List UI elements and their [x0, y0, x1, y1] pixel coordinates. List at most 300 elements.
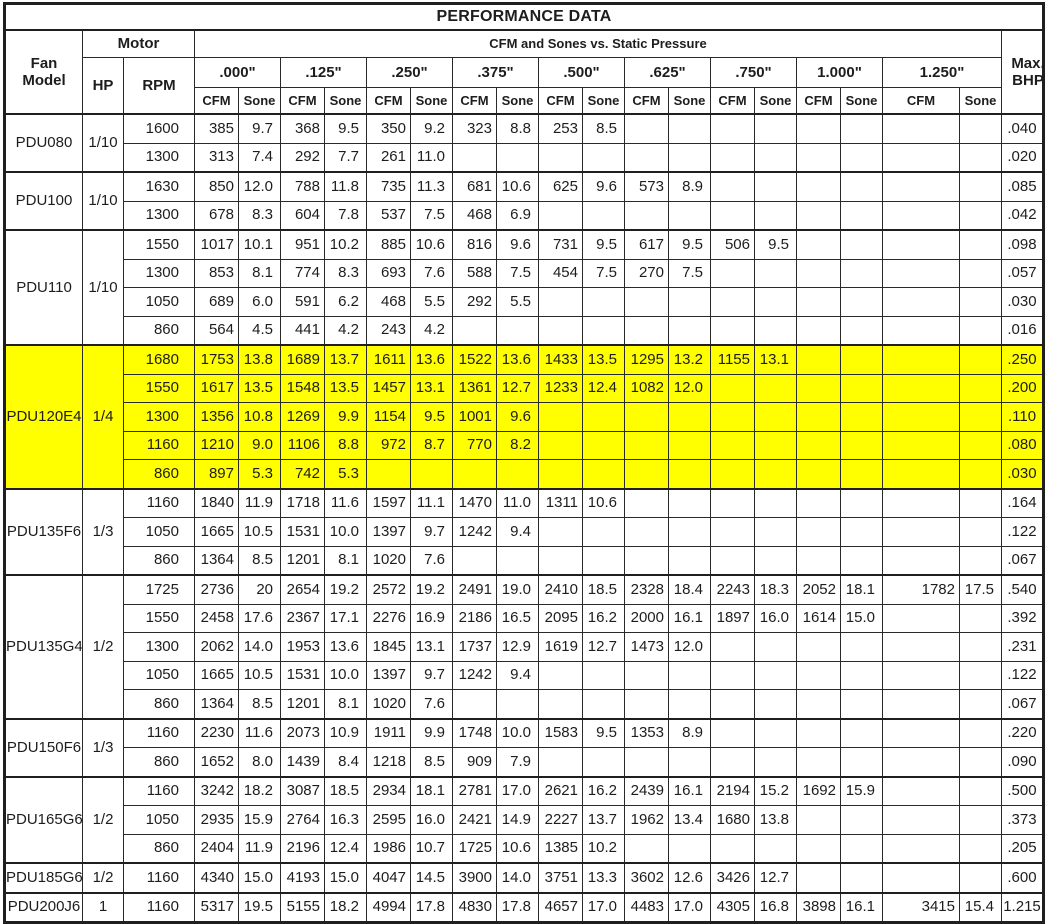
cfm-header: CFM	[797, 88, 841, 115]
cfm-cell	[711, 431, 755, 460]
sone-cell: 10.5	[239, 661, 281, 690]
cfm-cell	[453, 316, 497, 345]
cfm-cell: 1295	[625, 345, 669, 374]
sone-cell: 10.6	[411, 230, 453, 259]
sone-cell: 6.9	[497, 201, 539, 230]
fan-model-cell: PDU110	[5, 230, 83, 345]
sone-cell	[841, 690, 883, 719]
sone-cell	[960, 230, 1002, 259]
cfm-cell: 897	[195, 460, 239, 489]
sone-cell: 13.2	[669, 345, 711, 374]
sone-cell	[583, 431, 625, 460]
cfm-cell	[797, 288, 841, 317]
title-row	[5, 4, 1044, 31]
sone-header: Sone	[411, 88, 453, 115]
sone-cell	[669, 460, 711, 489]
cfm-cell	[883, 288, 960, 317]
sone-cell	[669, 288, 711, 317]
fan-model-header: Fan Model	[5, 30, 83, 114]
max-bhp-cell: .205	[1002, 834, 1044, 863]
sone-cell	[755, 143, 797, 172]
cfm-cell: 4305	[711, 893, 755, 923]
cfm-cell	[453, 690, 497, 719]
hp-cell: 1/2	[83, 575, 124, 719]
sone-cell: 10.8	[239, 403, 281, 432]
cfm-cell	[883, 374, 960, 403]
cfm-cell	[711, 460, 755, 489]
sone-cell: 9.4	[497, 661, 539, 690]
sone-cell	[755, 259, 797, 288]
sone-cell: 9.5	[755, 230, 797, 259]
cfm-cell	[797, 546, 841, 575]
sone-cell: 19.0	[497, 575, 539, 604]
cfm-cell: 2572	[367, 575, 411, 604]
sone-cell: 5.5	[411, 288, 453, 317]
sone-cell	[960, 690, 1002, 719]
cfm-cell: 2367	[281, 604, 325, 633]
cfm-cell: 2654	[281, 575, 325, 604]
table-row	[5, 143, 1044, 172]
cfm-cell: 1269	[281, 403, 325, 432]
performance-table	[3, 2, 1045, 924]
cfm-cell: 1665	[195, 518, 239, 547]
cfm-cell	[711, 403, 755, 432]
sone-cell: 16.0	[755, 604, 797, 633]
sone-cell: 11.0	[497, 489, 539, 518]
cfm-cell	[711, 114, 755, 143]
sone-cell: 9.0	[239, 431, 281, 460]
sone-cell: 7.5	[411, 201, 453, 230]
cfm-cell: 1840	[195, 489, 239, 518]
cfm-cell	[883, 661, 960, 690]
sone-cell	[841, 518, 883, 547]
fan-model-cell: PDU135G4	[5, 575, 83, 719]
cfm-cell: 2404	[195, 834, 239, 863]
rpm-cell: 860	[124, 834, 195, 863]
sone-cell	[960, 604, 1002, 633]
cfm-cell: 313	[195, 143, 239, 172]
cfm-cell	[883, 777, 960, 806]
sone-cell	[583, 143, 625, 172]
cfm-cell: 2000	[625, 604, 669, 633]
rpm-cell: 1680	[124, 345, 195, 374]
cfm-cell: 1692	[797, 777, 841, 806]
rpm-cell: 1600	[124, 114, 195, 143]
sone-cell	[960, 259, 1002, 288]
cfm-cell: 1619	[539, 633, 583, 662]
cfm-cell: 3900	[453, 863, 497, 893]
sone-cell: 18.4	[669, 575, 711, 604]
cfm-cell: 1155	[711, 345, 755, 374]
cfm-cell	[711, 633, 755, 662]
cfm-cell: 1531	[281, 661, 325, 690]
sone-cell: 18.5	[325, 777, 367, 806]
sone-cell: 12.4	[583, 374, 625, 403]
cfm-cell	[797, 143, 841, 172]
cfm-cell: 1201	[281, 546, 325, 575]
rpm-cell: 1300	[124, 259, 195, 288]
sone-cell: 17.1	[325, 604, 367, 633]
table-row	[5, 114, 1044, 143]
sone-cell: 13.8	[755, 806, 797, 835]
cfm-cell	[625, 748, 669, 777]
cfm-cell	[539, 431, 583, 460]
pressure-header: .750"	[711, 58, 797, 88]
cfm-cell	[711, 661, 755, 690]
sone-cell: 8.9	[669, 172, 711, 201]
cfm-cell: 506	[711, 230, 755, 259]
pressure-header: .000"	[195, 58, 281, 88]
cfm-cell: 368	[281, 114, 325, 143]
max-bhp-cell: .250	[1002, 345, 1044, 374]
sone-cell	[755, 489, 797, 518]
cfm-cell: 678	[195, 201, 239, 230]
cfm-cell: 1522	[453, 345, 497, 374]
cfm-cell: 1614	[797, 604, 841, 633]
sone-cell: 18.5	[583, 575, 625, 604]
cfm-cell	[883, 143, 960, 172]
cfm-cell	[367, 460, 411, 489]
rpm-cell: 1160	[124, 489, 195, 518]
cfm-cell: 1911	[367, 719, 411, 748]
sone-cell: 13.6	[497, 345, 539, 374]
sone-cell	[669, 201, 711, 230]
sone-cell	[669, 403, 711, 432]
cfm-cell: 1364	[195, 690, 239, 719]
table-row	[5, 690, 1044, 719]
fan-model-cell: PDU200J6	[5, 893, 83, 923]
cfm-cell: 2736	[195, 575, 239, 604]
cfm-cell: 689	[195, 288, 239, 317]
sone-cell: 15.0	[841, 604, 883, 633]
max-bhp-cell: .600	[1002, 863, 1044, 893]
sone-cell: 9.6	[497, 403, 539, 432]
sone-cell: 7.5	[583, 259, 625, 288]
sone-cell: 8.1	[325, 690, 367, 719]
cfm-cell	[883, 546, 960, 575]
cfm-cell: 1611	[367, 345, 411, 374]
cfm-cell	[883, 345, 960, 374]
cfm-cell: 1457	[367, 374, 411, 403]
table-row	[5, 518, 1044, 547]
cfm-header: CFM	[625, 88, 669, 115]
cfm-cell	[883, 633, 960, 662]
table-row	[5, 374, 1044, 403]
sone-cell: 7.4	[239, 143, 281, 172]
cfm-header: CFM	[195, 88, 239, 115]
sone-cell	[755, 460, 797, 489]
table-row	[5, 546, 1044, 575]
max-bhp-header: Max. BHP	[1002, 30, 1044, 114]
sone-cell: 15.0	[239, 863, 281, 893]
cfm-cell: 4657	[539, 893, 583, 923]
sone-cell: 9.5	[669, 230, 711, 259]
pressure-header: .625"	[625, 58, 711, 88]
cfm-cell: 3602	[625, 863, 669, 893]
max-bhp-cell: .540	[1002, 575, 1044, 604]
cfm-cell: 573	[625, 172, 669, 201]
hp-cell: 1	[83, 893, 124, 923]
cfm-cell: 1154	[367, 403, 411, 432]
cfm-cell: 2764	[281, 806, 325, 835]
cfm-cell	[797, 806, 841, 835]
cfm-cell: 617	[625, 230, 669, 259]
cfm-header: CFM	[453, 88, 497, 115]
sone-cell	[960, 431, 1002, 460]
cfm-cell: 1106	[281, 431, 325, 460]
sone-cell	[960, 546, 1002, 575]
sone-cell: 11.6	[239, 719, 281, 748]
fan-model-cell: PDU080	[5, 114, 83, 172]
cfm-cell: 292	[281, 143, 325, 172]
fan-model-cell: PDU135F6	[5, 489, 83, 576]
cfm-cell	[883, 719, 960, 748]
cfm-cell: 2934	[367, 777, 411, 806]
rpm-cell: 860	[124, 690, 195, 719]
sone-cell	[755, 834, 797, 863]
fan-model-cell: PDU150F6	[5, 719, 83, 777]
sone-cell	[960, 403, 1002, 432]
cfm-cell	[883, 259, 960, 288]
cfm-cell: 468	[453, 201, 497, 230]
table-row	[5, 834, 1044, 863]
cfm-header: CFM	[883, 88, 960, 115]
cfm-cell: 850	[195, 172, 239, 201]
cfm-cell	[883, 431, 960, 460]
sone-cell: 12.4	[325, 834, 367, 863]
sone-cell	[960, 172, 1002, 201]
sone-cell	[960, 518, 1002, 547]
sone-cell	[960, 661, 1002, 690]
sone-cell: 10.2	[325, 230, 367, 259]
cfm-cell: 270	[625, 259, 669, 288]
cfm-cell	[711, 719, 755, 748]
cfm-cell: 1439	[281, 748, 325, 777]
header-row-pressures	[5, 58, 1044, 88]
rpm-cell: 1300	[124, 201, 195, 230]
cfm-cell: 693	[367, 259, 411, 288]
cfm-cell	[711, 690, 755, 719]
max-bhp-cell: .040	[1002, 114, 1044, 143]
max-bhp-cell: .200	[1002, 374, 1044, 403]
pressure-header: 1.000"	[797, 58, 883, 88]
sone-cell	[583, 460, 625, 489]
table-row	[5, 575, 1044, 604]
sone-cell: 8.8	[325, 431, 367, 460]
cfm-cell	[797, 114, 841, 143]
cfm-cell: 2062	[195, 633, 239, 662]
sone-cell: 16.3	[325, 806, 367, 835]
cfm-cell	[625, 690, 669, 719]
cfm-cell	[883, 201, 960, 230]
cfm-cell: 588	[453, 259, 497, 288]
cfm-cell: 3087	[281, 777, 325, 806]
cfm-cell	[539, 201, 583, 230]
sone-cell: 16.9	[411, 604, 453, 633]
sone-cell: 19.5	[239, 893, 281, 923]
cfm-cell: 2410	[539, 575, 583, 604]
cfm-cell	[797, 230, 841, 259]
table-row	[5, 230, 1044, 259]
cfm-cell: 1397	[367, 661, 411, 690]
cfm-cell	[797, 374, 841, 403]
table-body	[5, 114, 1044, 923]
sone-cell	[669, 834, 711, 863]
sone-cell: 11.1	[411, 489, 453, 518]
hp-cell: 1/3	[83, 489, 124, 576]
sone-cell	[583, 201, 625, 230]
cfm-header: CFM	[367, 88, 411, 115]
cfm-cell	[883, 230, 960, 259]
cfm-cell	[625, 661, 669, 690]
max-bhp-cell: .122	[1002, 518, 1044, 547]
sone-cell	[583, 661, 625, 690]
cfm-cell: 1356	[195, 403, 239, 432]
cfm-cell: 1397	[367, 518, 411, 547]
sone-cell: 8.5	[583, 114, 625, 143]
cfm-cell	[539, 748, 583, 777]
max-bhp-cell: .110	[1002, 403, 1044, 432]
cfm-cell: 972	[367, 431, 411, 460]
cfm-cell: 604	[281, 201, 325, 230]
cfm-cell	[539, 518, 583, 547]
pressure-header: .375"	[453, 58, 539, 88]
cfm-cell: 1737	[453, 633, 497, 662]
cfm-cell	[625, 518, 669, 547]
cfm-cell	[453, 460, 497, 489]
cfm-cell: 788	[281, 172, 325, 201]
sone-cell: 12.7	[755, 863, 797, 893]
fan-model-cell: PDU165G6	[5, 777, 83, 864]
sone-cell: 16.1	[841, 893, 883, 923]
cfm-cell: 2421	[453, 806, 497, 835]
sone-cell	[755, 431, 797, 460]
sone-cell	[841, 374, 883, 403]
cfm-cell	[539, 288, 583, 317]
cfm-cell	[539, 403, 583, 432]
cfm-cell	[883, 834, 960, 863]
sone-cell: 10.9	[325, 719, 367, 748]
cfm-cell	[711, 489, 755, 518]
cfm-cell: 2491	[453, 575, 497, 604]
sone-cell	[669, 546, 711, 575]
sone-cell	[841, 748, 883, 777]
sone-cell	[755, 316, 797, 345]
sone-cell: 12.6	[669, 863, 711, 893]
max-bhp-cell: .030	[1002, 288, 1044, 317]
rpm-cell: 860	[124, 546, 195, 575]
sone-cell: 14.9	[497, 806, 539, 835]
cfm-header: CFM	[539, 88, 583, 115]
cfm-cell: 2328	[625, 575, 669, 604]
cfm-cell	[625, 143, 669, 172]
static-pressure-header: CFM and Sones vs. Static Pressure	[195, 30, 1002, 58]
cfm-cell	[883, 863, 960, 893]
sone-cell: 20	[239, 575, 281, 604]
sone-cell: 17.6	[239, 604, 281, 633]
sone-cell	[583, 518, 625, 547]
cfm-cell: 2227	[539, 806, 583, 835]
sone-cell: 11.8	[325, 172, 367, 201]
sone-cell: 4.5	[239, 316, 281, 345]
cfm-cell: 731	[539, 230, 583, 259]
cfm-cell	[797, 661, 841, 690]
sone-cell: 7.6	[411, 690, 453, 719]
max-bhp-cell: .220	[1002, 719, 1044, 748]
sone-cell	[960, 834, 1002, 863]
table-row	[5, 259, 1044, 288]
cfm-header: CFM	[711, 88, 755, 115]
sone-cell	[841, 288, 883, 317]
cfm-cell: 1017	[195, 230, 239, 259]
table-row	[5, 316, 1044, 345]
cfm-cell: 2243	[711, 575, 755, 604]
cfm-cell: 1361	[453, 374, 497, 403]
cfm-cell	[711, 834, 755, 863]
sone-cell	[497, 546, 539, 575]
cfm-cell: 853	[195, 259, 239, 288]
sone-cell: 18.1	[841, 575, 883, 604]
cfm-cell: 1689	[281, 345, 325, 374]
cfm-cell: 2595	[367, 806, 411, 835]
sone-cell: 8.9	[669, 719, 711, 748]
sone-cell	[960, 374, 1002, 403]
sone-cell: 13.4	[669, 806, 711, 835]
max-bhp-cell: 1.215	[1002, 893, 1044, 923]
cfm-cell	[711, 546, 755, 575]
sone-cell: 10.7	[411, 834, 453, 863]
cfm-cell: 4340	[195, 863, 239, 893]
cfm-cell: 4193	[281, 863, 325, 893]
sone-cell	[411, 460, 453, 489]
sone-cell: 16.8	[755, 893, 797, 923]
rpm-cell: 860	[124, 460, 195, 489]
cfm-cell	[797, 489, 841, 518]
sone-cell: 8.8	[497, 114, 539, 143]
cfm-cell	[797, 633, 841, 662]
pressure-header: 1.250"	[883, 58, 1002, 88]
rpm-cell: 860	[124, 748, 195, 777]
sone-cell: 16.5	[497, 604, 539, 633]
sone-cell: 8.5	[411, 748, 453, 777]
cfm-cell	[797, 834, 841, 863]
cfm-cell	[797, 403, 841, 432]
cfm-cell: 1531	[281, 518, 325, 547]
cfm-cell: 1020	[367, 546, 411, 575]
sone-cell	[755, 201, 797, 230]
hp-cell: 1/2	[83, 863, 124, 893]
sone-cell	[669, 114, 711, 143]
cfm-cell: 1242	[453, 661, 497, 690]
cfm-cell: 4994	[367, 893, 411, 923]
sone-cell: 5.3	[325, 460, 367, 489]
table-row	[5, 460, 1044, 489]
sone-cell	[755, 403, 797, 432]
cfm-cell: 1652	[195, 748, 239, 777]
sone-cell: 16.0	[411, 806, 453, 835]
cfm-cell: 735	[367, 172, 411, 201]
sone-cell	[755, 748, 797, 777]
cfm-cell: 1680	[711, 806, 755, 835]
sone-cell	[841, 546, 883, 575]
sone-cell	[960, 143, 1002, 172]
cfm-cell	[797, 431, 841, 460]
cfm-cell: 468	[367, 288, 411, 317]
cfm-cell: 2621	[539, 777, 583, 806]
cfm-cell	[883, 403, 960, 432]
sone-cell	[960, 345, 1002, 374]
sone-cell: 10.0	[497, 719, 539, 748]
